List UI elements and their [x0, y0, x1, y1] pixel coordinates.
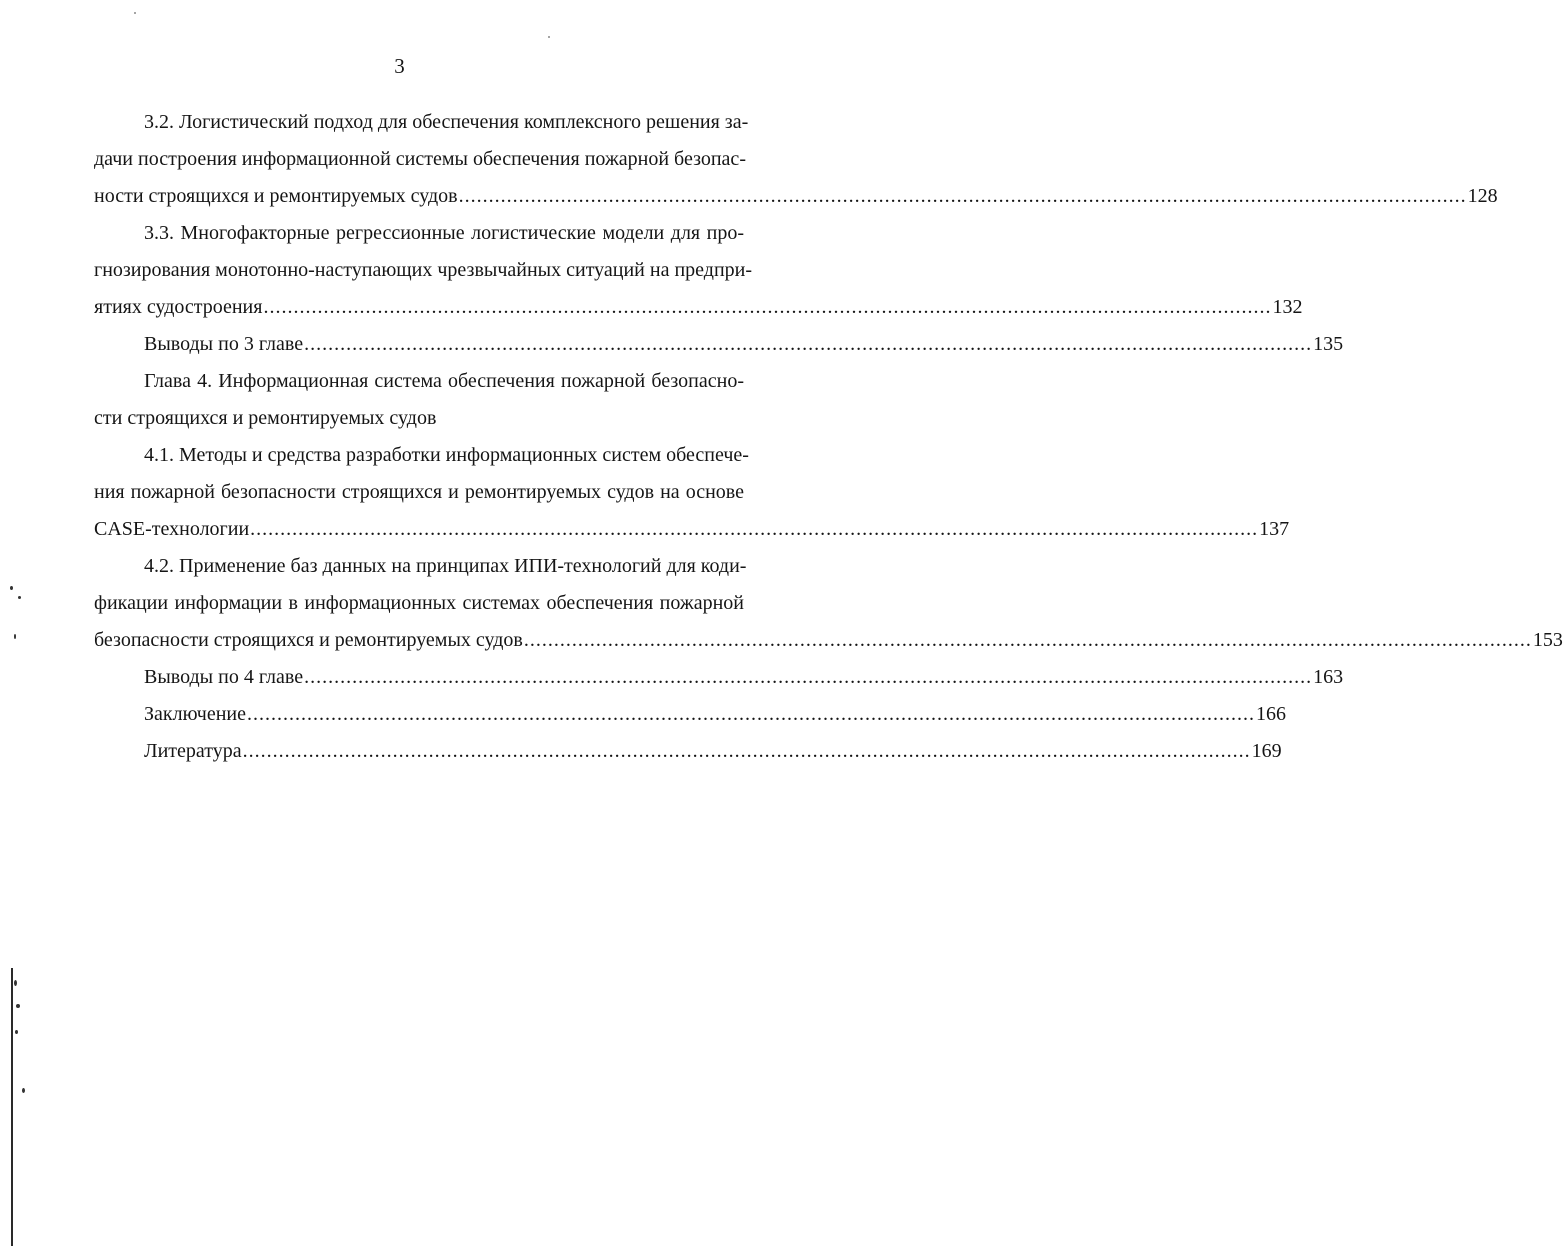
- toc-entry-conclusion-text: Заключение: [144, 703, 246, 725]
- dot-leader: ........................................................................................................................................................................: [250, 518, 1259, 540]
- toc-entry-chapter-4-line-1: Глава 4. Информационная система обеспечения пожарной безопасно-: [144, 370, 744, 392]
- scan-speck: [15, 1030, 18, 1034]
- toc-entry-3-2-text: ности строящихся и ремонтируемых судов: [94, 185, 458, 207]
- toc-entry-conclusions-3-text: Выводы по 3 главе: [144, 333, 304, 355]
- toc-entry-conclusions-4-line: [94, 659, 1344, 696]
- toc-entry-chapter-4: [94, 363, 744, 437]
- toc-entry-4-1-page: 137: [1259, 518, 1290, 540]
- toc-entry-4-1-line-3: [94, 511, 1290, 548]
- toc-entry-3-3-line-2: гнозирования монотонно-наступающих чрезвычайных ситуаций на предпри-: [94, 259, 753, 281]
- dot-leader: ........................................................................................................................................................................: [523, 629, 1532, 651]
- page-number: 3: [394, 54, 405, 78]
- scan-speck: [14, 980, 17, 986]
- scan-speck: [22, 1088, 25, 1093]
- toc-entry-literature-text: Литература: [144, 740, 242, 762]
- toc-entry-conclusions-4-text: Выводы по 4 главе: [144, 666, 304, 688]
- toc-entry-literature: [94, 733, 1282, 770]
- toc-entry-literature-line: [94, 733, 1282, 770]
- toc-entry-4-1-line-2: ния пожарной безопасности строящихся и ремонтируемых судов на основе: [94, 481, 744, 503]
- toc-entry-conclusion-line: [94, 696, 1286, 733]
- toc-entry-3-3: [94, 215, 1303, 326]
- toc-entry-4-1: [94, 437, 1290, 548]
- toc-entry-3-2-line-2: дачи построения информационной системы обеспечения пожарной безопас-: [94, 148, 746, 170]
- toc-entry-conclusions-4-page: 163: [1313, 666, 1344, 688]
- scan-speck: [134, 12, 136, 14]
- toc-entry-4-2: [94, 548, 1563, 659]
- scan-speck: [14, 634, 16, 639]
- toc-entry-4-2-page: 153: [1532, 629, 1563, 651]
- scan-speck: [10, 586, 13, 590]
- dot-leader: ........................................................................................................................................................................: [304, 666, 1313, 688]
- scan-margin-line: [11, 968, 13, 1246]
- toc-entry-3-2-line-1: 3.2. Логистический подход для обеспечения комплексного решения за-: [144, 111, 749, 133]
- toc-entry-3-3-text: ятиях судостроения: [94, 296, 263, 318]
- toc-entry-3-2-page: 128: [1467, 185, 1498, 207]
- toc-entry-4-2-line-2: фикации информации в информационных системах обеспечения пожарной: [94, 592, 744, 614]
- dot-leader: ........................................................................................................................................................................: [247, 703, 1255, 725]
- toc-entry-3-3-line-1: 3.3. Многофакторные регрессионные логистические модели для про-: [144, 222, 744, 244]
- toc-entry-4-2-line-1: 4.2. Применение баз данных на принципах ИПИ-технологий для коди-: [144, 555, 747, 577]
- toc-entry-conclusion: [94, 696, 1286, 733]
- toc-entry-4-1-line-1: 4.1. Методы и средства разработки информационных систем обеспече-: [144, 444, 749, 466]
- toc-entry-4-1-text: CASE-технологии: [94, 518, 250, 540]
- toc-entry-3-2-line-3: [94, 178, 1498, 215]
- toc-entry-conclusions-3: [94, 326, 1344, 363]
- toc-entry-conclusions-3-line: [94, 326, 1344, 363]
- toc-entry-3-3-line-3: [94, 289, 1303, 326]
- table-of-contents: [94, 104, 1563, 770]
- scan-speck: [18, 596, 21, 599]
- toc-entry-3-2: [94, 104, 1498, 215]
- toc-entry-literature-page: 169: [1251, 740, 1282, 762]
- scan-speck: [548, 36, 550, 38]
- toc-entry-3-3-page: 132: [1272, 296, 1303, 318]
- toc-entry-4-2-text: безопасности строящихся и ремонтируемых судов: [94, 629, 523, 651]
- toc-entry-chapter-4-line-2: сти строящихся и ремонтируемых судов: [94, 407, 437, 429]
- toc-entry-conclusions-3-page: 135: [1313, 333, 1344, 355]
- dot-leader: ........................................................................................................................................................................: [458, 185, 1467, 207]
- dot-leader: ........................................................................................................................................................................: [304, 333, 1313, 355]
- dot-leader: ........................................................................................................................................................................: [263, 296, 1272, 318]
- dot-leader: ........................................................................................................................................................................: [242, 740, 1251, 762]
- toc-entry-conclusion-page: 166: [1256, 703, 1286, 725]
- toc-entry-conclusions-4: [94, 659, 1344, 696]
- toc-entry-4-2-line-3: [94, 622, 1563, 659]
- scan-speck: [16, 1004, 20, 1008]
